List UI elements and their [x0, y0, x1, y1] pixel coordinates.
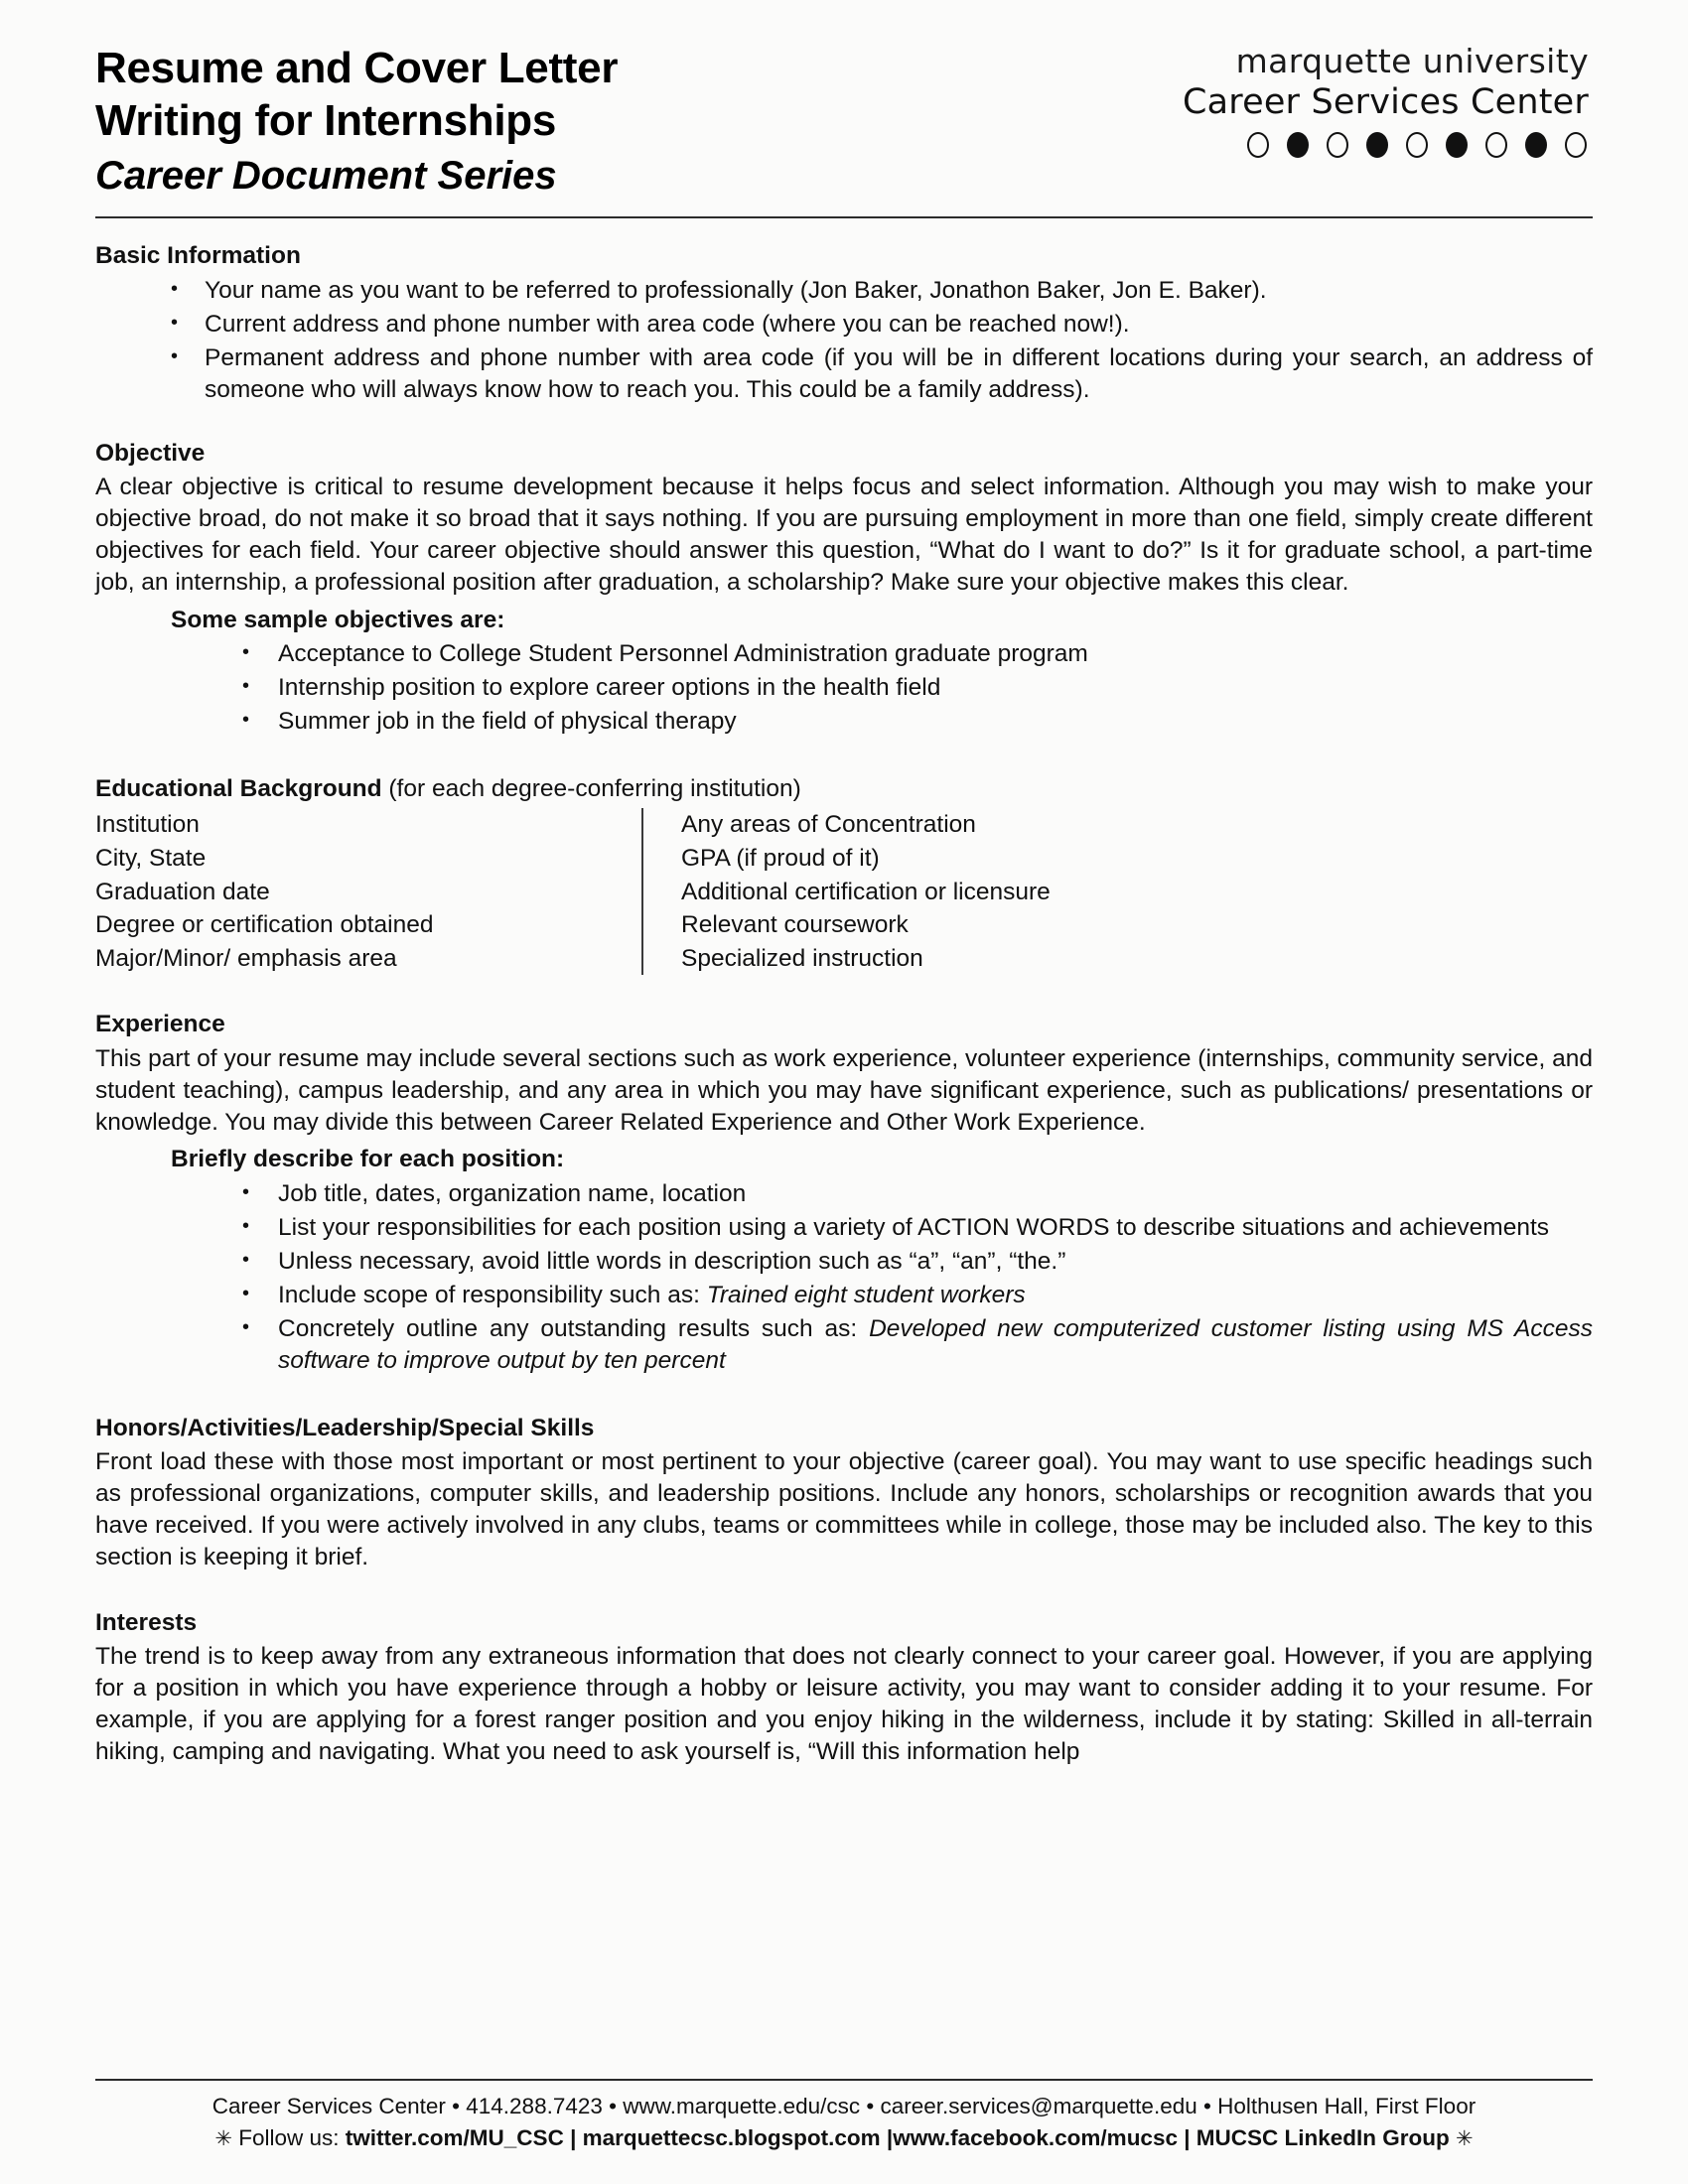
educational-background-table: [95, 808, 1593, 975]
spacer: [95, 408, 1593, 438]
footer-divider: [95, 2079, 1593, 2081]
document-title-line1: Resume and Cover Letter: [95, 44, 619, 92]
spacer: [95, 1573, 1593, 1607]
logo-dot-filled-2: [1287, 132, 1309, 158]
table-row: Institution: [95, 811, 200, 839]
bullet-example-emphasis: Trained eight student workers: [706, 1281, 1026, 1308]
marquette-logo: [1183, 34, 1593, 158]
interests-paragraph: The trend is to keep away from any extraneous information that does not clearly connect to your career goal. However, if you are applying for a position in which you have experience through a hobby or leisure activity, you may want to consider adding it to your resume. For example, if you are applying for a forest ranger position and you enjoy hiking in the wilderness, include it by stating: Skilled in all-terrain hiking, camping and navigating. What you need to ask yourself is, “Will this information help: [95, 1643, 1593, 1766]
list-item: • Permanent address and phone number with area code (if you will be in different locations during your search, an address of someone who will always know how to reach you. This could be a family address).: [95, 342, 1593, 406]
document-body: [95, 218, 1593, 1768]
educational-background-left-column: [95, 808, 643, 975]
document-content: [95, 0, 1593, 1768]
spacer: [95, 1379, 1593, 1413]
table-row: Any areas of Concentration: [681, 811, 976, 839]
list-item: • Internship position to explore career options in the health field: [95, 672, 1593, 704]
footer-social-links[interactable]: twitter.com/MU_CSC | marquettecsc.blogspot.com |www.facebook.com/mucsc | MUCSC LinkedIn Group: [345, 2124, 1450, 2150]
logo-dot-filled-8: [1525, 132, 1547, 158]
logo-dot-open-5: [1406, 132, 1428, 158]
list-item: • Unless necessary, avoid little words in description such as “a”, “an”, “the.”: [95, 1246, 1593, 1278]
logo-dots-decoration: [1183, 132, 1589, 158]
footer-contact-line: Career Services Center • 414.288.7423 • www.marquette.edu/csc • career.services@marquette.edu • Holthusen Hall, First Floor: [211, 2093, 1477, 2118]
footer-social-line: [95, 2122, 1593, 2154]
educational-background-right-column: [643, 808, 1051, 975]
footer-follow-label: Follow us:: [238, 2124, 340, 2150]
experience-bullet-list: [95, 1178, 1593, 1377]
objective-subheading: Some sample objectives are:: [171, 606, 505, 633]
table-row: Relevant coursework: [681, 911, 909, 939]
document-header: [95, 0, 1593, 201]
table-row: Additional certification or licensure: [681, 878, 1051, 905]
document-footer: [95, 2079, 1593, 2154]
table-row: Specialized instruction: [681, 944, 923, 972]
section-heading-honors: Honors/Activities/Leadership/Special Skills: [95, 1414, 595, 1441]
section-heading-experience: Experience: [95, 1011, 225, 1038]
honors-paragraph: Front load these with those most important or most pertinent to your objective (career goal). You may want to use specific headings such as professional organizations, computer skills, and leadership positions. Include any honors, scholarships or recognition awards that you have received. If you were actively involved in any clubs, teams or committees while in college, those may be included also. The key to this section is keeping it brief.: [95, 1447, 1593, 1570]
list-item: • Summer job in the field of physical therapy: [95, 706, 1593, 738]
table-row: Degree or certification obtained: [95, 911, 434, 939]
section-heading-educational-background: [95, 773, 1593, 805]
educational-background-note: (for each degree-conferring institution): [381, 775, 801, 803]
objective-paragraph: A clear objective is critical to resume development because it helps focus and select information. Although you may wish to make your objective broad, do not make it so broad that it says nothing. If you are pursuing employment in more than one field, simply create different objectives for each field. Your career objective should answer this question, “What do I want to do?” Is it for graduate school, a part-time job, an internship, a professional position after graduation, a scholarship? Make sure your objective makes this clear.: [95, 474, 1593, 596]
list-item: • Current address and phone number with area code (where you can be reached now!).: [95, 309, 1593, 341]
logo-dot-filled-6: [1446, 132, 1468, 158]
objective-bullet-list: [95, 638, 1593, 738]
list-item: • List your responsibilities for each position using a variety of ACTION WORDS to describe situations and achievements: [95, 1212, 1593, 1244]
asterisk-icon-right: ✳: [1456, 2126, 1474, 2150]
list-item: • Acceptance to College Student Personnel Administration graduate program: [95, 638, 1593, 670]
experience-subheading: Briefly describe for each position:: [171, 1146, 565, 1173]
document-subtitle: Career Document Series: [95, 154, 557, 199]
list-item: • Your name as you want to be referred to professionally (Jon Baker, Jonathon Baker, Jon E. Baker).: [95, 275, 1593, 307]
spacer: [95, 740, 1593, 773]
table-row: GPA (if proud of it): [681, 845, 880, 872]
section-heading-objective: Objective: [95, 439, 206, 467]
list-item: • Job title, dates, organization name, location: [95, 1178, 1593, 1210]
logo-dot-filled-4: [1366, 132, 1388, 158]
section-heading-interests: Interests: [95, 1608, 198, 1636]
table-row: Graduation date: [95, 878, 270, 905]
table-row: City, State: [95, 845, 207, 872]
logo-dot-open-3: [1327, 132, 1348, 158]
list-item: • Include scope of responsibility such as: Trained eight student workers: [95, 1280, 1593, 1311]
spacer: [95, 975, 1593, 1009]
bullet-example-emphasis: Developed new computerized customer listing using MS Access software to improve output by ten percent: [278, 1314, 1593, 1374]
asterisk-icon-left: ✳: [214, 2126, 232, 2150]
section-heading-basic-information: Basic Information: [95, 242, 301, 270]
list-item: • Concretely outline any outstanding results such as: Developed new computerized customer listing using MS Access software to improve output by ten percent: [95, 1313, 1593, 1377]
basic-information-bullet-list: [95, 275, 1593, 406]
educational-background-label: Educational Background: [95, 775, 382, 803]
title-block: [95, 34, 618, 201]
document-title-line2: Writing for Internships: [95, 96, 557, 146]
experience-paragraph: This part of your resume may include several sections such as work experience, volunteer experience (internships, community service, and student teaching), campus leadership, and any area in which you may have significant experience, such as publications/ presentations or knowledge. You may divide this between Career Related Experience and Other Work Experience.: [95, 1044, 1593, 1136]
logo-department-name: Career Services Center: [1182, 81, 1589, 122]
logo-dot-open-9: [1565, 132, 1587, 158]
logo-university-name: marquette university: [1235, 42, 1589, 80]
logo-dot-open-1: [1247, 132, 1269, 158]
table-row: Major/Minor/ emphasis area: [95, 944, 397, 972]
logo-dot-open-7: [1485, 132, 1507, 158]
